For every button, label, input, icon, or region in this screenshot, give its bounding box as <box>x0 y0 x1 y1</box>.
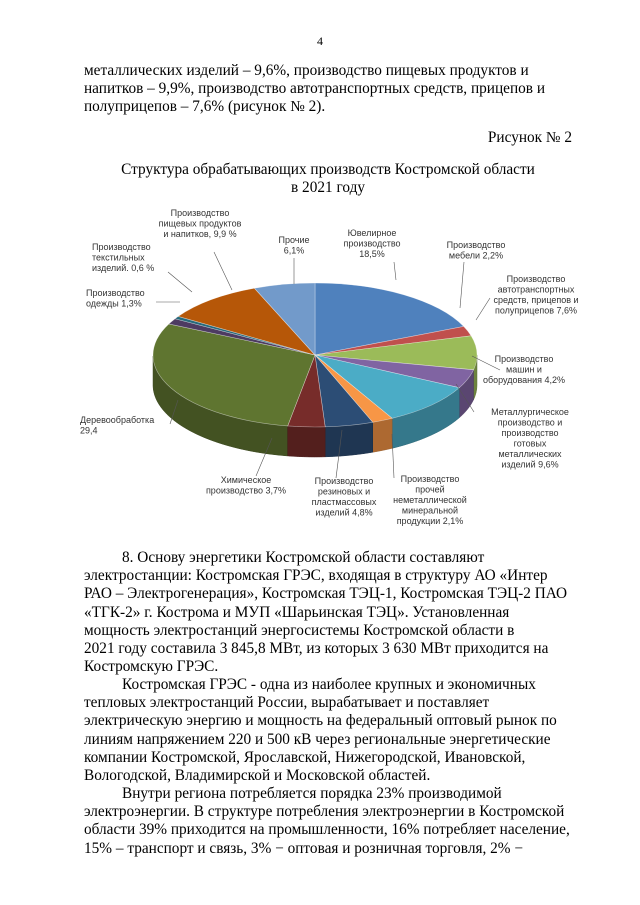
text-line: Внутри региона потребляется порядка 23% производимой <box>122 785 502 802</box>
pie-slice-side <box>373 418 392 452</box>
slice-label-line: средств, прицепов и <box>493 295 579 305</box>
slice-label-line: производство и <box>497 417 563 428</box>
slice-label-line: изделий 9,6% <box>501 459 559 470</box>
slice-label-line: производство 3,7% <box>205 485 287 496</box>
text-line: линиям напряжением 220 и 500 кВ через региональные энергетические <box>84 730 551 748</box>
text-line: компании Костромской, Ярославской, Нижегородской, Ивановской, <box>84 748 526 766</box>
text-line: металлических изделий – 9,6%, производство пищевых продуктов и <box>84 62 529 79</box>
slice-label <box>312 476 377 518</box>
slice-label-line: мебели 2,2% <box>448 250 504 261</box>
slice-label-line: Производство <box>400 474 460 484</box>
text-line: области 39% приходится на промышленности, 16% потребляет население, <box>84 821 570 839</box>
slice-label-line: Металлургическое <box>491 407 569 417</box>
slice-label-line: готовых <box>513 438 547 449</box>
slice-label-line: пластмассовых <box>311 497 377 507</box>
text-line: электроэнергии. В структуре потребления электроэнергии в Костромской <box>84 803 565 821</box>
text-line: Костромская ГРЭС - одна из наиболее крупных и экономичных <box>122 676 536 693</box>
slice-label-line: оборудования 4,2% <box>482 375 566 385</box>
pie-slice-side <box>288 426 326 457</box>
slice-label <box>80 415 154 436</box>
label-leader-line <box>476 298 490 320</box>
slice-label-line: 18,5% <box>359 249 385 259</box>
slice-label-line: Производство <box>92 242 151 252</box>
slice-label-line: Производство <box>314 476 374 486</box>
slice-label <box>159 208 242 239</box>
slice-label <box>491 407 569 470</box>
slice-label-line: минеральной <box>401 505 459 516</box>
text-line: «ТГК-2» г. Кострома и МУП «Шарьинская ТЭЦ». Установленная <box>84 603 510 621</box>
slice-label-line: Производство <box>170 208 230 218</box>
label-leader-line <box>214 252 232 290</box>
slice-label-line: текстильных <box>92 252 145 263</box>
paragraph-region <box>84 785 572 858</box>
slice-label <box>343 228 400 259</box>
slice-label-line: 29,4 <box>80 425 98 436</box>
slice-label <box>278 235 309 256</box>
slice-label-line: 6,1% <box>283 245 305 256</box>
slice-label-line: Производство <box>494 354 554 364</box>
text-line: Вологодской, Владимирской и Московской областей. <box>84 767 431 785</box>
label-leader-line <box>394 262 396 280</box>
text-line: электрическую энергию и мощность на федеральный оптовый рынок по <box>84 712 557 730</box>
slice-label-line: Производство <box>86 288 145 298</box>
slice-label-line: прочей <box>415 484 445 495</box>
paragraph-8 <box>84 549 572 676</box>
chart-title-line: в 2021 году <box>291 179 365 196</box>
text-line: мощность электростанций энергосистемы Костромской области в <box>84 621 515 639</box>
text-line: напитков – 9,9%, производство автотранспортных средств, прицепов и <box>84 80 546 98</box>
slice-label-line: неметаллической <box>393 495 467 505</box>
slice-label <box>483 354 565 385</box>
slice-label <box>447 240 506 261</box>
slice-label <box>92 242 154 273</box>
figure-label: Рисунок № 2 <box>487 129 572 146</box>
pie-slice-side <box>325 422 373 457</box>
slice-label-line: и напитков, 9,9 % <box>163 229 237 239</box>
text-line: Костромскую ГРЭС. <box>84 658 219 676</box>
slice-label-line: Ювелирное <box>347 228 397 238</box>
slice-label <box>493 274 578 316</box>
chart-title-line: Структура обрабатывающих производств Костромской области <box>121 161 535 178</box>
slice-label-line: изделий. 0,6 % <box>92 263 155 273</box>
slice-label <box>393 474 467 526</box>
slice-label-line: пищевых продуктов <box>158 218 242 229</box>
text-line: электростанции: Костромская ГРЭС, входящая в структуру АО «Интер <box>84 567 548 585</box>
slice-label-line: резиновых и <box>317 486 371 497</box>
slice-label-line: продукции 2,1% <box>396 516 464 526</box>
slice-label-line: Производство <box>506 274 566 284</box>
slice-label-line: автотранспортных <box>497 284 575 295</box>
text-line: РАО – Электрогенерация», Костромская ТЭЦ-1, Костромская ТЭЦ-2 ПАО <box>84 585 568 603</box>
slice-label-line: Деревообработка <box>80 415 155 425</box>
slice-label <box>206 475 286 496</box>
slice-label-line: полуприцепов 7,6% <box>494 305 578 316</box>
text-line: 2021 году составила 3 845,8 МВт, из которых 3 630 МВт приходится на <box>84 640 549 658</box>
slice-label-line: Производство <box>446 240 506 250</box>
slice-label-line: машин и <box>506 364 542 375</box>
slice-label <box>86 288 145 309</box>
slice-label-line: металлических <box>498 449 562 459</box>
slice-label-line: изделий 4,8% <box>315 507 373 518</box>
label-leader-line <box>168 272 192 292</box>
slice-label-line: Химическое <box>220 475 272 485</box>
slice-label-line: производство <box>343 238 401 249</box>
slice-label-line: производство <box>501 428 559 438</box>
text-line: 8. Основу энергетики Костромской области составляют <box>122 549 485 566</box>
page-number: 4 <box>317 34 323 48</box>
text-line: 15% – транспорт и связь, 3% − оптовая и розничная торговля, 2% − <box>84 839 523 857</box>
paragraph-gres <box>84 676 572 785</box>
text-line: тепловых электростанций России, вырабатывает и поставляет <box>84 694 490 712</box>
label-leader-line <box>460 262 464 308</box>
slice-label-line: Прочие <box>278 235 310 245</box>
slice-label-line: одежды 1,3% <box>86 298 142 309</box>
text-line: полуприцепов – 7,6% (рисунок № 2). <box>84 98 326 116</box>
